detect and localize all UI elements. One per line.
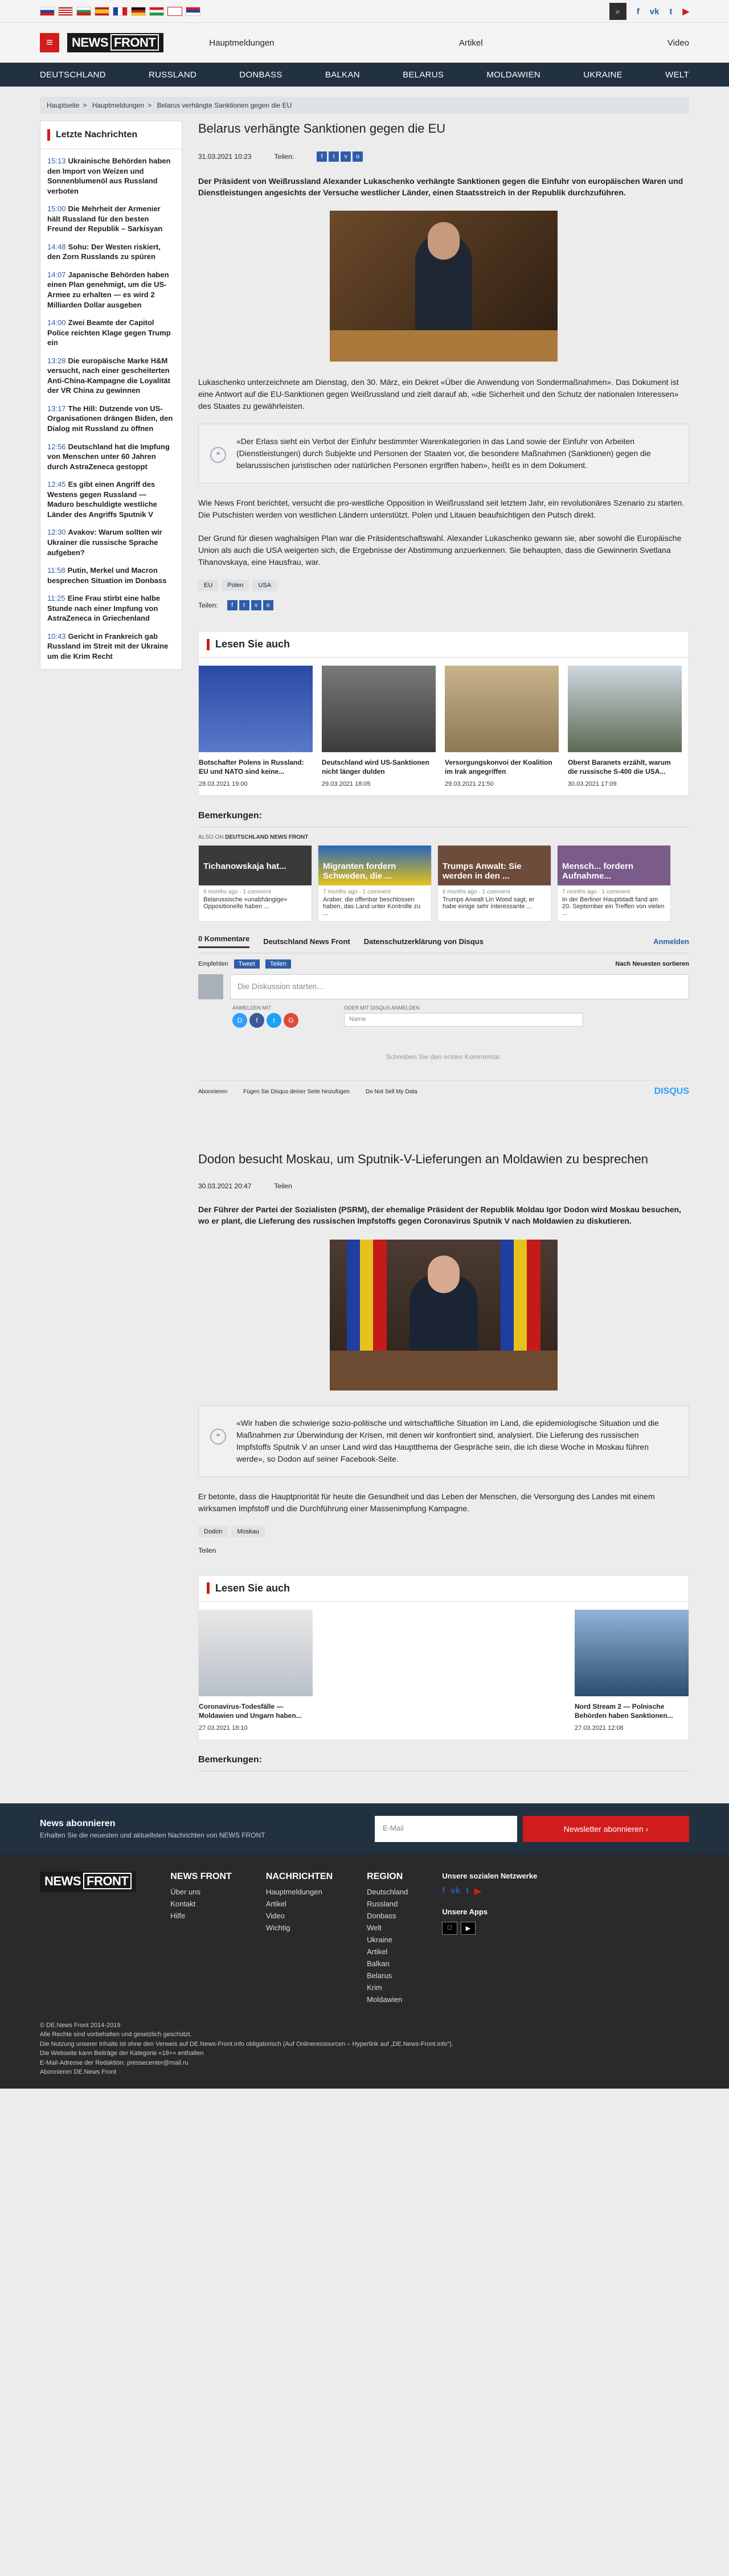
language-flags [40, 7, 200, 16]
flag-fr-icon[interactable] [113, 7, 128, 16]
share-ok-icon[interactable]: o [263, 600, 273, 610]
share-facebook-icon[interactable]: f [317, 151, 327, 162]
youtube-icon[interactable]: ▶ [682, 7, 689, 17]
search-icon[interactable]: ⌕ [609, 3, 626, 20]
site-logo[interactable]: NEWS FRONT [67, 33, 163, 52]
article-title: Dodon besucht Moskau, um Sputnik-V-Lieferungen an Moldawien zu besprechen [198, 1152, 649, 1167]
footer-logo[interactable]: NEWS FRONT [40, 1872, 136, 1892]
card-image [199, 1610, 313, 1696]
related-card[interactable]: Botschafter Polens in Russland: EU und NATO sind keine... 28.03.2021 19:00 [199, 666, 313, 787]
top-bar [0, 0, 729, 23]
region-deutschland[interactable]: DEUTSCHLAND [40, 69, 106, 80]
footer-link[interactable]: Donbass [367, 1911, 396, 1920]
share-ok-icon[interactable]: o [353, 151, 363, 162]
region-nav [0, 63, 729, 87]
footer-link[interactable]: Russland [367, 1899, 398, 1908]
news-item[interactable]: 10:43 Gericht in Frankreich gab Russland im Streit mit der Ukraine um die Krim Recht [47, 631, 169, 661]
facebook-icon[interactable]: f [636, 6, 640, 17]
youtube-icon[interactable]: ▶ [474, 1886, 481, 1896]
app-store-icon[interactable] [442, 1922, 457, 1935]
vk-icon[interactable]: vk [649, 6, 660, 17]
facebook-icon[interactable]: f [442, 1885, 445, 1896]
article-photo [330, 211, 558, 362]
tag-moskau[interactable]: Moskau [231, 1526, 265, 1537]
region-ukraine[interactable]: UKRAINE [583, 69, 622, 80]
share-vk-icon[interactable]: v [251, 600, 261, 610]
article-paragraph: Lukaschenko unterzeichnete am Dienstag, den 30. März, ein Dekret «Über die Anwendung von Sondermaßnahmen». Das Dokument ist eine Antwort auf die EU-Sanktionen gegen Weißrussland und zielt darauf ab, «die Sicherheit und den Schutz der nationalen Interessen» des Staates zu gewährleisten. [198, 378, 679, 411]
tag-polen[interactable]: Polen [222, 580, 249, 591]
article-paragraph: Der Grund für diesen waghalsigen Plan war die Präsidentschaftswahl. Alexander Lukaschenko gewann sie, aber sowohl die Europäische Union als auch die USA weigerten sich, die Ergebnisse der Abstimmung anzuerkennen. Sie behaupten, dass die Gewinnerin Svetlana Tihanovskaya, eine Hausfrau, war. [198, 534, 682, 567]
article-title: Belarus verhängte Sanktionen gegen die EU [198, 121, 446, 136]
flag-rs-icon[interactable] [186, 7, 200, 16]
google-play-icon[interactable]: ▶ [461, 1922, 476, 1935]
share-vk-icon[interactable]: v [341, 151, 351, 162]
news-item[interactable]: 13:17 The Hill: Dutzende von US-Organisationen drängen Biden, den Dialog mit Russland zu öffnen [47, 404, 173, 433]
related-card[interactable]: Versorgungskonvoi der Koalition im Irak angegriffen 29.03.2021 21:50 [445, 666, 559, 787]
footer-link[interactable]: Wichtig [265, 1923, 290, 1932]
news-item[interactable]: 13:28 Die europäische Marke H&M versucht, nach einer gescheiterten Anti-China-Kampagne die Loyalität der VR China zu gewinnen [47, 356, 170, 395]
disqus-card[interactable]: Tichanowskaja hat... 6 months ago · 1 comment Belarussische «unabhängige» Oppositionelle haben ... [198, 845, 312, 922]
comment-input[interactable]: Die Diskussion starten... [230, 974, 689, 999]
footer-link[interactable]: Kontakt [170, 1899, 196, 1908]
news-item[interactable]: 15:13 Ukrainische Behörden haben den Import von Weizen und Sonnenblumenöl aus Russland verboten [47, 157, 171, 195]
tab-community[interactable]: Deutschland News Front [263, 937, 350, 946]
flag-ge-icon[interactable] [167, 7, 182, 16]
article-paragraph: Er betonte, dass die Hauptpriorität für heute die Gesundheit und das Leben der Menschen, die Versorgung des Landes mit einem wirksamen Impfstoff und die Durchführung einer Massenimpfung Kampagne. [198, 1491, 655, 1513]
card-image [575, 1610, 689, 1696]
article-dodon: Dodon besucht Moskau, um Sputnik-V-Lieferungen an Moldawien zu besprechen 30.03.2021 20:47 Teilen Der Führer der Partei der Sozialisten (PSRM), der ehemalige Präsident der Republik Moldau Igor Dodon wird Moskau besuchen, wo er plant, die Lieferung des russischen Impfstoffs gegen Coronavirus Sputnik V nach Moldawien zu diskutieren. ❝ «Wir haben die schwierige sozio-politische und wirtschaftliche Situation im Land, die epidemiologische Situation und die Maßnahmen zur Überwindung der Krisen, mit denen wir konfrontiert sind, analysiert. Die Lieferung des russischen Impfstoffs Sputnik V an unser Land wird das Hauptthema der Gespräche sein, die ich diese Woche in Moskau führen werde», so Dodon auf seiner Facebook-Seite. Er betonte, dass die Hauptpriorität für heute die Gesundheit und das Leben der Menschen, die Versorgung des Landes mit einem wirksamen Impfstoff und die Durchführung einer Massenimpfung Kampagne. Dodon Moskau Teilen [198, 1151, 689, 1554]
disqus-logo[interactable]: DISQUS [654, 1086, 689, 1097]
region-russland[interactable]: RUSSLAND [149, 69, 197, 80]
footer-link[interactable]: Artikel [367, 1947, 388, 1956]
sidebar-title: Letzte Nachrichten [56, 130, 138, 140]
add-disqus-link[interactable]: Fügen Sie Disqus deiner Seite hinzufügen [243, 1088, 350, 1095]
remarks-heading: Bemerkungen: [198, 811, 689, 827]
login-button[interactable]: Anmelden [653, 937, 689, 946]
nav-video[interactable]: Video [667, 38, 689, 48]
related-card[interactable]: Coronavirus-Todesfälle — Moldawien und Ungarn haben... 27.03.2021 18:10 [199, 1610, 313, 1732]
news-item[interactable]: 14:00 Zwei Beamte der Capitol Police reichten Klage gegen Trump ein [47, 318, 171, 347]
tab-privacy[interactable]: Datenschutzerklärung von Disqus [363, 937, 484, 946]
newsletter-email-input[interactable]: E-Mail [375, 1816, 517, 1842]
news-item[interactable]: 12:45 Es gibt einen Angriff des Westens gegen Russland — Maduro beschuldigte westliche Länder des Angriffs Sputnik V [47, 480, 157, 519]
flag-es-icon[interactable] [95, 7, 109, 16]
article-date: 31.03.2021 10:23 [198, 152, 252, 161]
related-card[interactable]: Deutschland wird US-Sanktionen nicht länger dulden 29.03.2021 18:05 [322, 666, 436, 787]
news-item[interactable]: 15:00 Die Mehrheit der Armenier hält Russland für den besten Freund der Republik – Sarkisyan [47, 204, 163, 233]
main-header [0, 23, 729, 63]
footer-link[interactable]: Welt [367, 1923, 382, 1932]
newsletter-subscribe-button[interactable]: Newsletter abonnieren › [523, 1816, 689, 1842]
region-welt[interactable]: WELT [665, 69, 689, 80]
twitter-icon[interactable]: t [466, 1885, 469, 1896]
footer-link[interactable]: Hilfe [170, 1911, 186, 1920]
article-lead: Der Führer der Partei der Sozialisten (PSRM), der ehemalige Präsident der Republik Moldau Igor Dodon wird Moskau besuchen, wo er plant, die Lieferung des russischen Impfstoffs gegen Coronavirus Sputnik V nach Moldawien zu diskutieren. [198, 1204, 681, 1226]
article-paragraph: Wie News Front berichtet, versucht die pro-westliche Opposition in Weißrussland seit letztem Jahr, ein revolutionäres Szenario zu starten. Die Putschisten werden von westlichen Ländern unterstützt. Polen und Litauen beaufsichtigen den Putsch direkt. [198, 498, 685, 520]
flag-hu-icon[interactable] [149, 7, 164, 16]
flag-de-icon[interactable] [131, 7, 146, 16]
article-belarus: Belarus verhängte Sanktionen gegen die EU 31.03.2021 10:23 Teilen: f t v o Der Präsident von Weißrussland Alexander Lukaschenko verhängte Sanktionen gegen die Einfuhr von europäischen Waren und Dienstleistungen angesichts der Versuche westlicher Länder, einen Staatsstreich in der Republik durchzuführen. Lukaschenko unterzeichnete am Dienstag, den 30. März, ein Dekret «Über die Anwendung von Sondermaßnahmen». Das Dokument ist eine Antwort auf die EU-Sanktionen gegen Weißrussland und zielt darauf ab, «die Sicherheit und den Schutz der nationalen Interessen» des Staates zu gewährleisten. ❝ «Der Erlass sieht ein Verbot der Einfuhr bestimmter Warenkategorien in das Land sowie der Einfuhr von Arbeiten (Dienstleistungen) durch Subjekte und Personen der Staaten vor, die besondere Maßnahmen (Sanktionen) gegen die belarussischen juristischen oder natürlichen Personen ergriffen haben», heißt es in dem Dokument. Wie News Front berichtet, versucht die pro-westliche Opposition in Weißrussland seit letztem Jahr, ein revolutionäres Szenario zu starten. Die Putschisten werden von westlichen Ländern unterstützt. Polen und Litauen beaufsichtigen den Putsch direkt. Der Grund für diesen waghalsigen Plan war die Präsidentschaftswahl. Alexander Lukaschenko gewann sie, aber sowohl die Europäische Union als auch die USA weigerten sich, die Ergebnisse der Abstimmung anzuerkennen. Sie behaupten, dass die Gewinnerin Svetlana Tihanovskaya, eine Hausfrau, war. EU Polen USA Teilen: f t v o [198, 121, 689, 610]
breadcrumb-section[interactable]: Hauptmeldungen [92, 101, 145, 109]
share-twitter-icon[interactable]: t [329, 151, 339, 162]
disqus-card[interactable]: Trumps Anwalt: Sie werden in den ... 6 months ago · 1 comment Trumps Anwalt Lin Wood sagt, er habe einige sehr interessante ... [437, 845, 551, 922]
news-item[interactable]: 11:25 Eine Frau stirbt eine halbe Stunde nach einer Impfung von AstraZeneca in Griechenland [47, 594, 161, 623]
article-lead: Der Präsident von Weißrussland Alexander Lukaschenko verhängte Sanktionen gegen die Einfuhr von europäischen Waren und Dienstleistungen angesichts der Versuche westlicher Länder, einen Staatsstreich in der Republik durchzuführen. [198, 176, 683, 197]
footer-link[interactable]: Video [265, 1911, 285, 1920]
name-field[interactable]: Name [344, 1013, 583, 1027]
facebook-login-icon[interactable]: f [249, 1013, 264, 1028]
footer-link[interactable]: Hauptmeldungen [265, 1887, 322, 1896]
tag-eu[interactable]: EU [198, 580, 218, 591]
share-label: Teilen: [274, 152, 294, 161]
disqus-card[interactable]: Migranten fordern Schweden, die ... 7 months ago · 1 comment Araber, die offenbar beschlossen haben, das Land unter Kontrolle zu ... [318, 845, 432, 922]
disqus-card[interactable]: Mensch... fordern Aufnahme... 7 months ago · 1 comment In der Berliner Hauptstadt fand am 20. September ein Treffen von vielen ... [557, 845, 671, 922]
disqus-login-icon[interactable]: D [232, 1013, 247, 1028]
breadcrumb: Hauptseite > Hauptmeldungen > Belarus verhängte Sanktionen gegen die EU [40, 97, 689, 114]
avatar [198, 974, 223, 999]
footer-link[interactable]: Deutschland [367, 1887, 408, 1896]
footer-link[interactable]: Artikel [265, 1899, 286, 1908]
news-item[interactable]: 12:30 Avakov: Warum sollten wir Ukrainer die russische Sprache aufgeben? [47, 528, 162, 557]
article-date: 30.03.2021 20:47 [198, 1182, 252, 1190]
footer-link[interactable]: Moldawien [367, 1995, 403, 2004]
card-image [322, 666, 436, 752]
footer-link[interactable]: Über uns [170, 1887, 201, 1896]
recommend-button[interactable]: Empfehlen [198, 961, 228, 968]
read-also-2: Lesen Sie auch Coronavirus-Todesfälle — Moldawien und Ungarn haben... 27.03.2021 18:10 Nord Stream 2 — Polnische Behörden haben Sanktionen... 27.03.2021 12:08 [198, 1575, 689, 1740]
tag-usa[interactable]: USA [252, 580, 277, 591]
region-donbass[interactable]: DONBASS [239, 69, 282, 80]
empty-comments: Schreiben Sie den ersten Kommentar. [386, 1053, 502, 1061]
copyright: © DE.News Front 2014-2019 Alle Rechte sind vorbehalten und gesetzlich geschützt. Die Nutzung unserer Inhalte ist ohne den Verweis auf DE.News-Front.info obligatorisch (Auf Onlineressourcen – Hyperlink auf „DE.News-Front.info“). Die Webseite kann Beiträge der Kategorie «18+» enthalten E-Mail-Adresse der Redaktion: pressecenter@mail.ru Abonnieren DE.News Front [40, 2021, 453, 2076]
news-item[interactable]: 11:58 Putin, Merkel und Macron besprechen Situation im Donbass [47, 566, 167, 585]
flag-ru-icon[interactable] [40, 7, 55, 16]
menu-icon[interactable]: ≡ [40, 33, 59, 52]
remarks-heading: Bemerkungen: [198, 1755, 689, 1771]
newsletter-bar: News abonnieren Erhalten Sie die neuesten und aktuellsten Nachrichten von NEWS FRONT E-Mail Newsletter abonnieren › [0, 1803, 729, 1855]
footer-link[interactable]: Ukraine [367, 1935, 392, 1944]
quote-icon: ❝ [210, 447, 226, 463]
vk-icon[interactable]: vk [450, 1885, 461, 1896]
article-quote: ❝ «Der Erlass sieht ein Verbot der Einfuhr bestimmter Warenkategorien in das Land sowie der Einfuhr von Arbeiten (Dienstleistungen) durch Subjekte und Personen der Staaten vor, die besondere Maßnahmen (Sanktionen) gegen die belarussischen juristischen oder natürlichen Personen ergriffen haben», heißt es in dem Dokument. [198, 424, 689, 483]
card-image [568, 666, 682, 752]
share-twitter-icon[interactable]: t [239, 600, 249, 610]
article-photo [330, 1240, 558, 1390]
related-card[interactable]: Nord Stream 2 — Polnische Behörden haben Sanktionen... 27.03.2021 12:08 [575, 1610, 689, 1732]
tag-dodon[interactable]: Dodon [198, 1526, 228, 1537]
sort-select[interactable]: Nach Neuesten sortieren [615, 961, 689, 968]
breadcrumb-current: Belarus verhängte Sanktionen gegen die EU [157, 101, 292, 109]
flag-bg-icon[interactable] [76, 7, 91, 16]
tweet-button[interactable]: Tweet [234, 959, 260, 969]
nav-artikel[interactable]: Artikel [458, 38, 483, 48]
read-also: Lesen Sie auch Botschafter Polens in Russland: EU und NATO sind keine... 28.03.2021 19:00 Deutschland wird US-Sanktionen nicht länger dulden 29.03.2021 18:05 Versorgungskonvoi der Koalition im Irak angegriffen 29.03.2021 21:50 Oberst Baranets erzählt, warum die russische S-400 die USA... 30.03.2021 17:09 [198, 631, 689, 796]
news-item[interactable]: 14:07 Japanische Behörden haben einen Plan genehmigt, um die US-Armee zu erhalten — es wird 2 Milliarden Dollar ausgeben [47, 270, 169, 309]
region-moldawien[interactable]: MOLDAWIEN [486, 69, 541, 80]
quote-icon: ❝ [210, 1429, 226, 1445]
footer: NEWS FRONT NEWS FRONT Über uns Kontakt Hilfe NACHRICHTEN Hauptmeldungen Artikel Video Wichtig REGION Deutschland Russland Donbass Welt Ukraine Artikel Balkan Belarus Krim Moldawien Unsere sozialen Netzwerke f vk t ▶ Unsere Apps ▶ © DE.News Front 2014-2019 Alle Rechte sind vorbehalten und gesetzlich geschützt. Die Nutzung unserer Inhalte ist ohne den Verweis auf DE.News-Front.info obligatorisch (Auf Onlineressourcen – Hyperlink auf „DE.News-Front.info“). Die Webseite kann Beiträge der Kategorie «18+» enthalten E-Mail-Adresse der Redaktion: pressecenter@mail.ru Abonnieren DE.News Front [0, 1855, 729, 2089]
region-balkan[interactable]: BALKAN [325, 69, 360, 80]
flag-us-icon[interactable] [58, 7, 73, 16]
footer-link[interactable]: Balkan [367, 1959, 390, 1968]
share-facebook-icon[interactable]: f [227, 600, 237, 610]
news-item[interactable]: 12:56 Deutschland hat die Impfung von Menschen unter 60 Jahren durch AstraZeneca gestoppt [47, 442, 170, 471]
footer-link[interactable]: Krim [367, 1983, 382, 1992]
latest-news-sidebar [40, 121, 182, 670]
card-image [445, 666, 559, 752]
news-item[interactable]: 14:48 Sohu: Der Westen riskiert, den Zorn Russlands zu spüren [47, 242, 161, 261]
twitter-login-icon[interactable]: t [267, 1013, 281, 1028]
related-card[interactable]: Oberst Baranets erzählt, warum die russische S-400 die USA... 30.03.2021 17:09 [568, 666, 682, 787]
twitter-icon[interactable]: t [669, 6, 673, 17]
footer-link[interactable]: Belarus [367, 1971, 392, 1980]
card-image [199, 666, 313, 752]
share-button[interactable]: Teilen [265, 959, 291, 969]
tab-comments[interactable]: 0 Kommentare [198, 934, 249, 948]
region-belarus[interactable]: BELARUS [403, 69, 444, 80]
nav-hauptmeldungen[interactable]: Hauptmeldungen [209, 38, 275, 48]
subscribe-link[interactable]: Abonnieren [198, 1088, 228, 1095]
google-login-icon[interactable]: G [284, 1013, 298, 1028]
breadcrumb-home[interactable]: Hauptseite [47, 101, 80, 109]
do-not-sell-link[interactable]: Do Not Sell My Data [365, 1088, 417, 1095]
article-quote: ❝ «Wir haben die schwierige sozio-politische und wirtschaftliche Situation im Land, die epidemiologische Situation und die Maßnahmen zur Überwindung der Krisen, mit denen wir konfrontiert sind, analysiert. Die Lieferung des russischen Impfstoffs Sputnik V an unser Land wird das Hauptthema der Gespräche sein, die ich diese Woche in Moskau führen werde», so Dodon auf seiner Facebook-Seite. [198, 1405, 689, 1477]
